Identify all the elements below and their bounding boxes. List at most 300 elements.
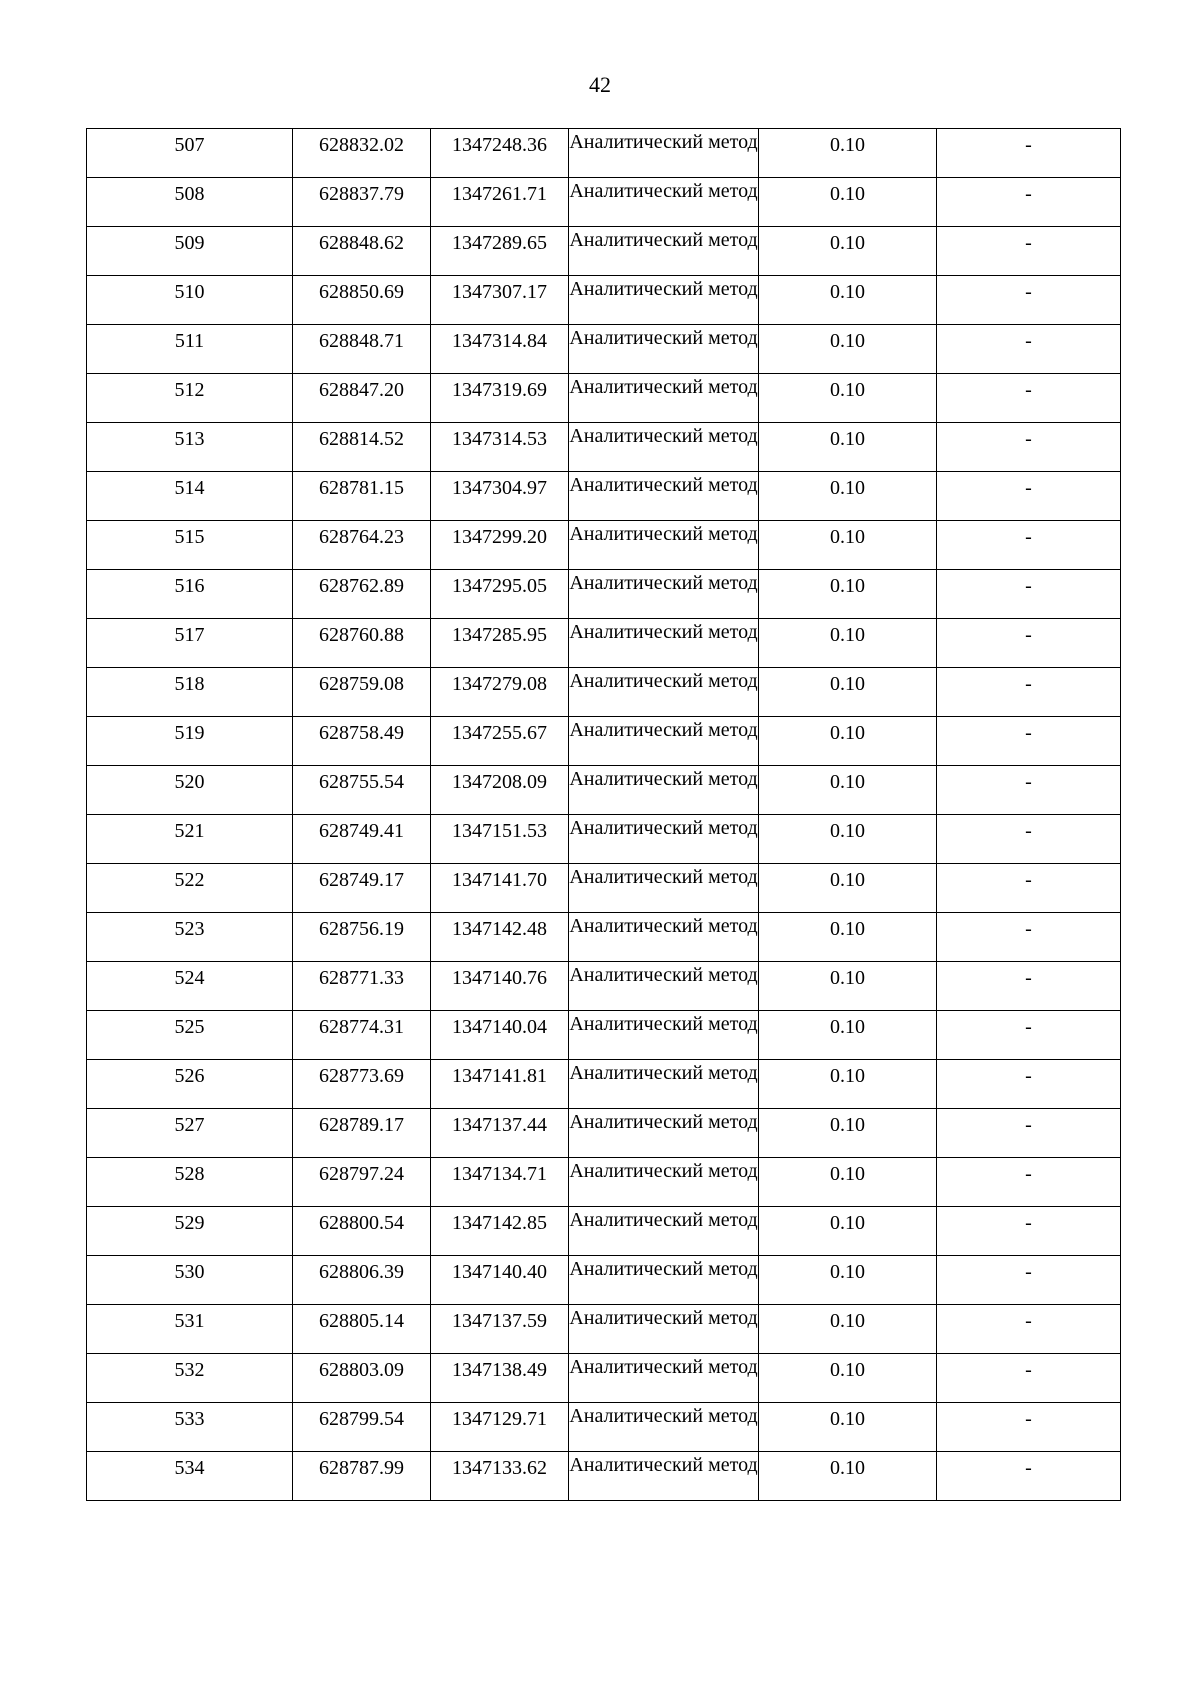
x-coordinate-cell-text: 628847.20 — [319, 379, 404, 401]
x-coordinate-cell — [293, 472, 431, 521]
x-coordinate-cell-text: 628800.54 — [319, 1212, 404, 1234]
accuracy-cell-text: 0.10 — [830, 134, 865, 156]
point-number-cell — [87, 570, 293, 619]
accuracy-cell — [759, 472, 937, 521]
accuracy-cell — [759, 1109, 937, 1158]
y-coordinate-cell-text: 1347142.85 — [452, 1212, 547, 1234]
x-coordinate-cell-text: 628755.54 — [319, 771, 404, 793]
y-coordinate-cell-text: 1347255.67 — [452, 722, 547, 744]
description-cell-text: - — [1025, 820, 1032, 842]
page-number: 42 — [589, 72, 611, 97]
method-cell-text: Аналитический метод — [569, 278, 758, 300]
y-coordinate-cell — [431, 1109, 569, 1158]
method-cell — [569, 815, 759, 864]
description-cell — [937, 129, 1121, 178]
description-cell-text: - — [1025, 1261, 1032, 1283]
x-coordinate-cell-text: 628848.62 — [319, 232, 404, 254]
method-cell-text: Аналитический метод — [569, 474, 758, 496]
coordinates-table — [86, 128, 1121, 1501]
description-cell — [937, 815, 1121, 864]
table-row — [87, 1403, 1121, 1452]
x-coordinate-cell — [293, 913, 431, 962]
method-cell — [569, 276, 759, 325]
accuracy-cell-text: 0.10 — [830, 575, 865, 597]
method-cell — [569, 129, 759, 178]
method-cell-text: Аналитический метод — [569, 1160, 758, 1182]
y-coordinate-cell-text: 1347261.71 — [452, 183, 547, 205]
accuracy-cell-text: 0.10 — [830, 428, 865, 450]
y-coordinate-cell — [431, 619, 569, 668]
accuracy-cell-text: 0.10 — [830, 967, 865, 989]
x-coordinate-cell-text: 628774.31 — [319, 1016, 404, 1038]
method-cell — [569, 717, 759, 766]
table-row — [87, 472, 1121, 521]
y-coordinate-cell-text: 1347248.36 — [452, 134, 547, 156]
point-number-cell — [87, 913, 293, 962]
method-cell-text: Аналитический метод — [569, 964, 758, 986]
point-number-cell-text: 520 — [174, 771, 205, 793]
x-coordinate-cell-text: 628789.17 — [319, 1114, 404, 1136]
y-coordinate-cell — [431, 325, 569, 374]
x-coordinate-cell — [293, 1354, 431, 1403]
table-row — [87, 815, 1121, 864]
description-cell — [937, 1011, 1121, 1060]
point-number-cell — [87, 1011, 293, 1060]
x-coordinate-cell-text: 628832.02 — [319, 134, 404, 156]
x-coordinate-cell-text: 628803.09 — [319, 1359, 404, 1381]
accuracy-cell-text: 0.10 — [830, 281, 865, 303]
table-row — [87, 619, 1121, 668]
method-cell-text: Аналитический метод — [569, 719, 758, 741]
y-coordinate-cell — [431, 766, 569, 815]
table-row — [87, 374, 1121, 423]
x-coordinate-cell — [293, 1207, 431, 1256]
description-cell-text: - — [1025, 1016, 1032, 1038]
point-number-cell-text: 532 — [174, 1359, 205, 1381]
point-number-cell — [87, 619, 293, 668]
y-coordinate-cell — [431, 129, 569, 178]
accuracy-cell-text: 0.10 — [830, 1163, 865, 1185]
method-cell — [569, 1256, 759, 1305]
point-number-cell-text: 526 — [174, 1065, 205, 1087]
description-cell — [937, 1207, 1121, 1256]
point-number-cell — [87, 1305, 293, 1354]
accuracy-cell-text: 0.10 — [830, 771, 865, 793]
y-coordinate-cell — [431, 570, 569, 619]
description-cell-text: - — [1025, 624, 1032, 646]
point-number-cell-text: 507 — [174, 134, 205, 156]
table-row — [87, 913, 1121, 962]
description-cell-text: - — [1025, 869, 1032, 891]
point-number-cell — [87, 1403, 293, 1452]
table-row — [87, 766, 1121, 815]
table-row — [87, 1452, 1121, 1501]
method-cell-text: Аналитический метод — [569, 229, 758, 251]
point-number-cell-text: 512 — [174, 379, 205, 401]
x-coordinate-cell — [293, 1158, 431, 1207]
table-row — [87, 717, 1121, 766]
method-cell — [569, 913, 759, 962]
x-coordinate-cell — [293, 1256, 431, 1305]
y-coordinate-cell-text: 1347319.69 — [452, 379, 547, 401]
accuracy-cell-text: 0.10 — [830, 1310, 865, 1332]
method-cell-text: Аналитический метод — [569, 180, 758, 202]
y-coordinate-cell-text: 1347141.81 — [452, 1065, 547, 1087]
x-coordinate-cell — [293, 178, 431, 227]
description-cell-text: - — [1025, 379, 1032, 401]
description-cell-text: - — [1025, 526, 1032, 548]
point-number-cell — [87, 374, 293, 423]
accuracy-cell-text: 0.10 — [830, 1408, 865, 1430]
method-cell-text: Аналитический метод — [569, 376, 758, 398]
x-coordinate-cell-text: 628762.89 — [319, 575, 404, 597]
method-cell — [569, 1354, 759, 1403]
x-coordinate-cell-text: 628799.54 — [319, 1408, 404, 1430]
table-row — [87, 1011, 1121, 1060]
accuracy-cell — [759, 1403, 937, 1452]
point-number-cell-text: 516 — [174, 575, 205, 597]
description-cell-text: - — [1025, 477, 1032, 499]
accuracy-cell-text: 0.10 — [830, 1261, 865, 1283]
x-coordinate-cell — [293, 521, 431, 570]
y-coordinate-cell-text: 1347295.05 — [452, 575, 547, 597]
description-cell-text: - — [1025, 771, 1032, 793]
table-row — [87, 1354, 1121, 1403]
method-cell — [569, 962, 759, 1011]
method-cell — [569, 1305, 759, 1354]
point-number-cell-text: 519 — [174, 722, 205, 744]
x-coordinate-cell-text: 628749.41 — [319, 820, 404, 842]
method-cell — [569, 325, 759, 374]
description-cell — [937, 864, 1121, 913]
table-row — [87, 1256, 1121, 1305]
y-coordinate-cell — [431, 1354, 569, 1403]
x-coordinate-cell-text: 628848.71 — [319, 330, 404, 352]
method-cell — [569, 570, 759, 619]
x-coordinate-cell — [293, 962, 431, 1011]
y-coordinate-cell — [431, 521, 569, 570]
accuracy-cell — [759, 1305, 937, 1354]
point-number-cell-text: 523 — [174, 918, 205, 940]
table-row — [87, 668, 1121, 717]
table-body — [87, 129, 1121, 1501]
accuracy-cell — [759, 1256, 937, 1305]
description-cell — [937, 1354, 1121, 1403]
method-cell-text: Аналитический метод — [569, 1209, 758, 1231]
x-coordinate-cell — [293, 423, 431, 472]
method-cell-text: Аналитический метод — [569, 817, 758, 839]
x-coordinate-cell — [293, 227, 431, 276]
accuracy-cell — [759, 276, 937, 325]
method-cell-text: Аналитический метод — [569, 866, 758, 888]
description-cell-text: - — [1025, 183, 1032, 205]
method-cell-text: Аналитический метод — [569, 1111, 758, 1133]
x-coordinate-cell — [293, 570, 431, 619]
description-cell — [937, 1060, 1121, 1109]
x-coordinate-cell-text: 628787.99 — [319, 1457, 404, 1479]
point-number-cell-text: 511 — [174, 330, 205, 352]
y-coordinate-cell — [431, 423, 569, 472]
x-coordinate-cell-text: 628759.08 — [319, 673, 404, 695]
point-number-cell — [87, 325, 293, 374]
accuracy-cell — [759, 913, 937, 962]
accuracy-cell — [759, 129, 937, 178]
x-coordinate-cell-text: 628806.39 — [319, 1261, 404, 1283]
y-coordinate-cell — [431, 1158, 569, 1207]
y-coordinate-cell — [431, 864, 569, 913]
accuracy-cell-text: 0.10 — [830, 330, 865, 352]
description-cell-text: - — [1025, 722, 1032, 744]
x-coordinate-cell — [293, 668, 431, 717]
y-coordinate-cell-text: 1347285.95 — [452, 624, 547, 646]
y-coordinate-cell-text: 1347279.08 — [452, 673, 547, 695]
point-number-cell-text: 517 — [174, 624, 205, 646]
accuracy-cell — [759, 1158, 937, 1207]
table-row — [87, 1060, 1121, 1109]
x-coordinate-cell — [293, 276, 431, 325]
description-cell — [937, 1452, 1121, 1501]
table-row — [87, 227, 1121, 276]
point-number-cell — [87, 1452, 293, 1501]
y-coordinate-cell-text: 1347289.65 — [452, 232, 547, 254]
point-number-cell — [87, 521, 293, 570]
accuracy-cell-text: 0.10 — [830, 1016, 865, 1038]
table-row — [87, 1109, 1121, 1158]
method-cell-text: Аналитический метод — [569, 425, 758, 447]
point-number-cell — [87, 423, 293, 472]
description-cell-text: - — [1025, 1359, 1032, 1381]
point-number-cell — [87, 1109, 293, 1158]
y-coordinate-cell — [431, 717, 569, 766]
y-coordinate-cell — [431, 668, 569, 717]
accuracy-cell-text: 0.10 — [830, 232, 865, 254]
point-number-cell — [87, 864, 293, 913]
accuracy-cell — [759, 374, 937, 423]
description-cell — [937, 962, 1121, 1011]
y-coordinate-cell-text: 1347137.59 — [452, 1310, 547, 1332]
description-cell — [937, 766, 1121, 815]
table-row — [87, 521, 1121, 570]
description-cell — [937, 668, 1121, 717]
method-cell — [569, 1207, 759, 1256]
x-coordinate-cell — [293, 619, 431, 668]
description-cell-text: - — [1025, 281, 1032, 303]
x-coordinate-cell — [293, 374, 431, 423]
method-cell — [569, 423, 759, 472]
y-coordinate-cell-text: 1347133.62 — [452, 1457, 547, 1479]
description-cell — [937, 178, 1121, 227]
method-cell-text: Аналитический метод — [569, 1356, 758, 1378]
y-coordinate-cell-text: 1347129.71 — [452, 1408, 547, 1430]
accuracy-cell — [759, 717, 937, 766]
accuracy-cell-text: 0.10 — [830, 379, 865, 401]
method-cell — [569, 766, 759, 815]
table-row — [87, 423, 1121, 472]
x-coordinate-cell — [293, 815, 431, 864]
x-coordinate-cell — [293, 1452, 431, 1501]
y-coordinate-cell-text: 1347142.48 — [452, 918, 547, 940]
y-coordinate-cell-text: 1347140.04 — [452, 1016, 547, 1038]
point-number-cell-text: 524 — [174, 967, 205, 989]
description-cell — [937, 472, 1121, 521]
y-coordinate-cell-text: 1347134.71 — [452, 1163, 547, 1185]
method-cell — [569, 521, 759, 570]
y-coordinate-cell — [431, 962, 569, 1011]
description-cell-text: - — [1025, 1065, 1032, 1087]
y-coordinate-cell-text: 1347151.53 — [452, 820, 547, 842]
method-cell-text: Аналитический метод — [569, 1062, 758, 1084]
accuracy-cell-text: 0.10 — [830, 526, 865, 548]
accuracy-cell-text: 0.10 — [830, 869, 865, 891]
x-coordinate-cell — [293, 129, 431, 178]
x-coordinate-cell-text: 628764.23 — [319, 526, 404, 548]
point-number-cell-text: 528 — [174, 1163, 205, 1185]
y-coordinate-cell — [431, 1403, 569, 1452]
description-cell-text: - — [1025, 232, 1032, 254]
method-cell — [569, 1158, 759, 1207]
y-coordinate-cell — [431, 472, 569, 521]
point-number-cell-text: 530 — [174, 1261, 205, 1283]
description-cell — [937, 276, 1121, 325]
point-number-cell — [87, 815, 293, 864]
method-cell-text: Аналитический метод — [569, 621, 758, 643]
description-cell-text: - — [1025, 1163, 1032, 1185]
point-number-cell — [87, 717, 293, 766]
description-cell-text: - — [1025, 673, 1032, 695]
y-coordinate-cell — [431, 1305, 569, 1354]
x-coordinate-cell-text: 628756.19 — [319, 918, 404, 940]
accuracy-cell — [759, 619, 937, 668]
point-number-cell-text: 515 — [174, 526, 205, 548]
point-number-cell — [87, 472, 293, 521]
y-coordinate-cell — [431, 1207, 569, 1256]
point-number-cell — [87, 129, 293, 178]
accuracy-cell — [759, 1011, 937, 1060]
point-number-cell-text: 521 — [174, 820, 205, 842]
accuracy-cell-text: 0.10 — [830, 673, 865, 695]
y-coordinate-cell — [431, 913, 569, 962]
point-number-cell-text: 525 — [174, 1016, 205, 1038]
y-coordinate-cell-text: 1347304.97 — [452, 477, 547, 499]
method-cell-text: Аналитический метод — [569, 1013, 758, 1035]
description-cell — [937, 423, 1121, 472]
x-coordinate-cell — [293, 1403, 431, 1452]
accuracy-cell — [759, 1354, 937, 1403]
method-cell — [569, 1452, 759, 1501]
x-coordinate-cell — [293, 717, 431, 766]
accuracy-cell — [759, 668, 937, 717]
point-number-cell — [87, 1354, 293, 1403]
point-number-cell — [87, 1207, 293, 1256]
method-cell — [569, 227, 759, 276]
y-coordinate-cell — [431, 1452, 569, 1501]
point-number-cell-text: 508 — [174, 183, 205, 205]
y-coordinate-cell-text: 1347140.76 — [452, 967, 547, 989]
method-cell-text: Аналитический метод — [569, 1258, 758, 1280]
accuracy-cell — [759, 962, 937, 1011]
point-number-cell-text: 510 — [174, 281, 205, 303]
description-cell-text: - — [1025, 575, 1032, 597]
y-coordinate-cell — [431, 374, 569, 423]
table-row — [87, 570, 1121, 619]
x-coordinate-cell — [293, 325, 431, 374]
description-cell-text: - — [1025, 967, 1032, 989]
accuracy-cell — [759, 570, 937, 619]
point-number-cell — [87, 668, 293, 717]
table-row — [87, 1207, 1121, 1256]
x-coordinate-cell-text: 628805.14 — [319, 1310, 404, 1332]
point-number-cell-text: 522 — [174, 869, 205, 891]
y-coordinate-cell-text: 1347299.20 — [452, 526, 547, 548]
y-coordinate-cell-text: 1347208.09 — [452, 771, 547, 793]
description-cell — [937, 1403, 1121, 1452]
method-cell — [569, 864, 759, 913]
accuracy-cell — [759, 227, 937, 276]
x-coordinate-cell — [293, 1011, 431, 1060]
method-cell-text: Аналитический метод — [569, 915, 758, 937]
point-number-cell-text: 534 — [174, 1457, 205, 1479]
description-cell-text: - — [1025, 1457, 1032, 1479]
description-cell-text: - — [1025, 918, 1032, 940]
table-row — [87, 276, 1121, 325]
method-cell-text: Аналитический метод — [569, 572, 758, 594]
accuracy-cell-text: 0.10 — [830, 624, 865, 646]
x-coordinate-cell-text: 628773.69 — [319, 1065, 404, 1087]
x-coordinate-cell — [293, 766, 431, 815]
description-cell — [937, 374, 1121, 423]
accuracy-cell — [759, 521, 937, 570]
point-number-cell-text: 514 — [174, 477, 205, 499]
x-coordinate-cell-text: 628749.17 — [319, 869, 404, 891]
description-cell — [937, 717, 1121, 766]
accuracy-cell-text: 0.10 — [830, 918, 865, 940]
x-coordinate-cell-text: 628850.69 — [319, 281, 404, 303]
table-row — [87, 178, 1121, 227]
point-number-cell-text: 533 — [174, 1408, 205, 1430]
description-cell — [937, 325, 1121, 374]
accuracy-cell-text: 0.10 — [830, 477, 865, 499]
accuracy-cell-text: 0.10 — [830, 1114, 865, 1136]
point-number-cell — [87, 178, 293, 227]
method-cell — [569, 1403, 759, 1452]
description-cell — [937, 1158, 1121, 1207]
point-number-cell-text: 531 — [174, 1310, 205, 1332]
y-coordinate-cell — [431, 1060, 569, 1109]
method-cell-text: Аналитический метод — [569, 327, 758, 349]
x-coordinate-cell-text: 628837.79 — [319, 183, 404, 205]
method-cell-text: Аналитический метод — [569, 670, 758, 692]
y-coordinate-cell — [431, 276, 569, 325]
accuracy-cell-text: 0.10 — [830, 820, 865, 842]
accuracy-cell — [759, 423, 937, 472]
description-cell-text: - — [1025, 428, 1032, 450]
description-cell-text: - — [1025, 330, 1032, 352]
method-cell — [569, 1011, 759, 1060]
point-number-cell — [87, 1060, 293, 1109]
description-cell-text: - — [1025, 1114, 1032, 1136]
method-cell — [569, 472, 759, 521]
x-coordinate-cell-text: 628758.49 — [319, 722, 404, 744]
method-cell-text: Аналитический метод — [569, 1454, 758, 1476]
y-coordinate-cell-text: 1347314.84 — [452, 330, 547, 352]
x-coordinate-cell — [293, 1109, 431, 1158]
point-number-cell-text: 529 — [174, 1212, 205, 1234]
method-cell-text: Аналитический метод — [569, 1405, 758, 1427]
method-cell-text: Аналитический метод — [569, 768, 758, 790]
point-number-cell-text: 509 — [174, 232, 205, 254]
description-cell — [937, 913, 1121, 962]
method-cell — [569, 668, 759, 717]
